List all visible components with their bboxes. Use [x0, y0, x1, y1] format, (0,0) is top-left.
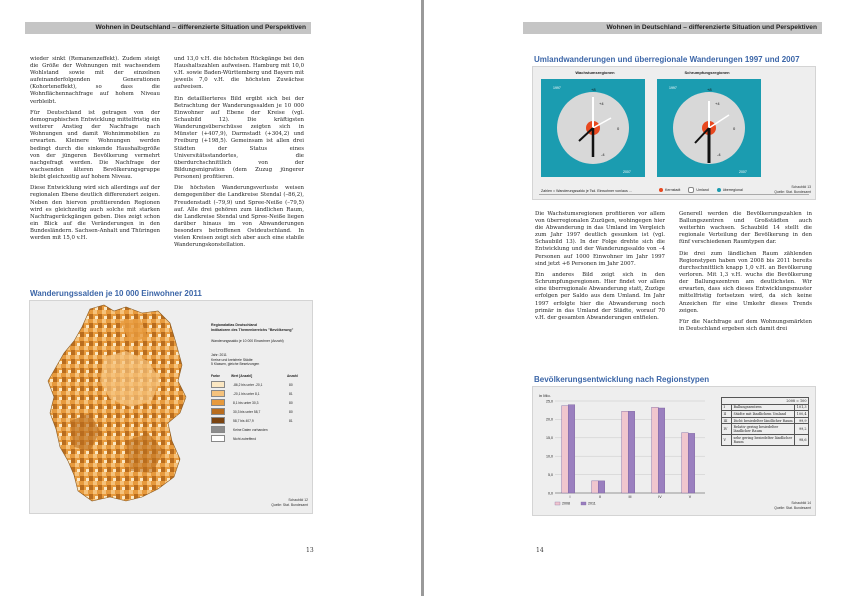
- row-label: Ballungszentren: [732, 404, 795, 411]
- paragraph: Diese Entwicklung wird sich allerdings auf der regionalen Ebene deutlich differenziert zeigen. Neben den hiervon profitierenden Regionen wird es gleichzeitig auch solche mit starken Nachfragerückgängen geben. Dies zeigt schon ein Blick auf die Veränderungen in den Bundesländern. Sachsen-Anhalt und Thüringen werden mit 15,0 v.H.: [30, 185, 160, 242]
- tick-label: 0: [733, 126, 736, 131]
- bar: [592, 481, 599, 493]
- figure-title: Wanderungssalden je 10 000 Einwohner 2011: [30, 289, 202, 298]
- row-label: Relativ gering besiedelter ländlicher Raum: [732, 424, 795, 435]
- row-label: Dicht besiedelter ländlicher Raum: [732, 417, 795, 424]
- dial-panel-shrinking: [657, 79, 761, 177]
- x-tick-label: IV: [658, 495, 662, 499]
- legend-label: 2011: [588, 501, 596, 506]
- figure-source: Schaubild 13 Quelle: Stat. Bundesamt: [774, 185, 811, 194]
- legend-swatch: [555, 502, 560, 505]
- dial-legend: [659, 187, 743, 193]
- legend-label: -86,2 bis unter -20,1: [233, 382, 263, 387]
- legend-swatch: [211, 399, 225, 406]
- legend-label: 58,7 bis 407,9: [233, 418, 254, 423]
- y-tick-label: 20,0: [546, 417, 553, 422]
- legend-row: [211, 380, 307, 389]
- y-tick-label: 0,0: [548, 491, 553, 496]
- year-label: 1997: [669, 86, 677, 90]
- y-tick-label: 15,0: [546, 436, 553, 441]
- bar: [562, 406, 569, 493]
- paragraph: Ein anderes Bild zeigt sich in den Schrumpfungsregionen. Hier findet vor allem eine überregionale Abwanderung statt, Zuzüge erfolgen per Saldo aus dem Umland. Im Jahr 1997 erfolgte hier die Abwanderung noch primär in das Umland der Städte, worauf 70 v.H. der gesamten Abwanderungen entfielen.: [535, 272, 665, 321]
- legend-heading: Regionalatlas Deutschland Indikatoren des Themenbereichs "Bevölkerung": [211, 323, 294, 332]
- legend-item: [659, 187, 680, 193]
- tick-label: +4: [599, 101, 604, 106]
- figure-title: Bevölkerungsentwicklung nach Regionstypen: [534, 375, 710, 384]
- y-tick-label: 5,0: [548, 472, 553, 477]
- legend-label: Umland: [696, 188, 709, 192]
- tick-label: -4: [601, 152, 605, 157]
- row-value: 99,9: [795, 417, 809, 424]
- paragraph: Die Wachstumsregionen profitieren vor allem von überregionalen Zuzügen, wohingegen hier die Abwanderung in das Umland im Vergleich zum Jahr 1997 deutlich gesunken ist (vgl. Schaubild 13). In der Folge drehte sich die Entwicklung und der Wanderungssaldo von –4 Personen auf 1000 Einwohner im Jahr 1997 sind jetzt +6 Personen im Jahr 2007.: [535, 211, 665, 267]
- tick-label: 0: [617, 126, 620, 131]
- legend-row: [211, 398, 307, 407]
- row-label: Städte mit ländlichem Umland: [732, 411, 795, 418]
- table-row: [722, 424, 809, 435]
- legend-swatch-overregional: [717, 188, 721, 192]
- figure-source: Schaubild 14 Quelle: Stat. Bundesamt: [774, 501, 811, 510]
- row-value: 99,2: [795, 424, 809, 435]
- right-text-column-2: [679, 211, 812, 338]
- germany-map: [30, 301, 210, 513]
- legend-label: Keine Daten vorhanden: [233, 427, 268, 432]
- legend-col-value: Wert [Anzahl]: [231, 373, 253, 378]
- legend-row: [211, 434, 307, 443]
- row-value: 101,3: [796, 405, 807, 410]
- legend-label: -20,1 bis unter 8,1: [233, 391, 260, 396]
- y-axis-label: in Mio.: [539, 393, 551, 398]
- bar: [658, 408, 665, 493]
- paragraph: Für Deutschland ist getragen von der demographischen Entwicklung mittelfristig ein weiterer Anstieg der Nachfrage nach Wohnungen und damit Wohnimmobilien zu erwarten. Kleinere Wohnungen werden bedingt durch die sinkende Haushaltsgröße von der jüngeren Bevölkerung vermehrt nachgefragt werden. Die Nachfrage der wachsenden älteren Bevölkerungsgruppe bleibt gleichzeitig auf hohem Niveau.: [30, 110, 160, 180]
- tick-label: +8: [707, 87, 712, 92]
- legend-item: [717, 187, 743, 193]
- legend-col-color: Farbe: [211, 373, 220, 378]
- legend-row: [211, 416, 307, 425]
- legend-rows: [211, 380, 307, 443]
- panel-title-left: Wachstumsregionen: [575, 70, 615, 75]
- legend-swatch: [581, 502, 586, 505]
- page-number: 13: [306, 547, 314, 554]
- row-id: II: [722, 411, 732, 418]
- row-id: V: [722, 434, 732, 445]
- paragraph: wieder sinkt (Remanenzeffekt). Zudem steigt die Größe der Wohnungen mit wachsendem Wohlstand sowie mit der einzelnen aufeinanderfolgenden Generationen (Kohorteneffekt), so dass die Wohnflächennachfrage auf hohem Niveau verbleibt.: [30, 56, 160, 105]
- bar: [568, 405, 575, 493]
- left-page: [0, 0, 421, 596]
- legend-col-count: Anzahl: [287, 373, 298, 378]
- legend-row: [211, 425, 307, 434]
- legend-label: Kernstadt: [665, 188, 681, 192]
- legend-count: 80: [289, 409, 293, 414]
- legend-label: überregional: [722, 188, 743, 192]
- table-header-cell: 2008 = 100: [722, 398, 809, 405]
- paragraph: Die höchsten Wanderungsverluste weisen demgegenüber die Landkreise Stendal (–86,2), Freudenstadt (–79,9) und Spree-Neiße (–79,5) auf. Alle drei gehören zum ländlichen Raum, die Landkreise Stendal und Spree-Neiße liegen darüber hinaus im von Abwanderungen besonders betroffenen Ostdeutschland. In vielen Kreisen zeigt sich aber auch eine stabile Wanderungskonstellation.: [174, 185, 304, 249]
- dial-panel-growth: [541, 79, 645, 177]
- bar: [682, 433, 689, 493]
- legend-row: [211, 389, 307, 398]
- paragraph: Für die Nachfrage auf dem Wohnungsmärkten in Deutschland ergeben sich damit drei: [679, 319, 812, 333]
- figure-caption: Zahlen = Wanderungssaldo je Tsd. Einwohner von/aus ...: [541, 189, 632, 193]
- map-legend: [211, 371, 307, 443]
- bar: [622, 411, 629, 493]
- table-row: [722, 417, 809, 424]
- right-text-column-1: [535, 211, 665, 326]
- bar: [652, 407, 659, 493]
- paragraph: und 13,0 v.H. die höchsten Rückgänge bei den Haushaltszahlen aufweisen. Hamburg mit 10,0 v.H. sowie Baden-Württemberg und Bayern mit jeweils 7,0 v.H. die höchsten Zuwächse aufweisen.: [174, 56, 304, 91]
- population-figure: [532, 386, 816, 516]
- legend-indicator: Wanderungssaldo je 10 000 Einwohner (Anzahl): [211, 339, 284, 343]
- table-row: [722, 411, 809, 418]
- left-text-column-2: [174, 56, 304, 254]
- tick-label: +8: [591, 87, 596, 92]
- table-row: [722, 434, 809, 445]
- figure-title: Umlandwanderungen und überregionale Wanderungen 1997 und 2007: [534, 55, 800, 64]
- tick-label: +4: [715, 101, 720, 106]
- legend-swatch-core: [659, 188, 663, 192]
- row-value: 100,4: [796, 411, 807, 416]
- legend-swatch: [211, 435, 225, 442]
- paragraph: Die drei zum ländlichen Raum zählenden Regionstypen haben von 2008 bis 2011 bereits durchschnittlich knapp 1,0 v.H. an Bevölkerung verloren. Mit 1,3 v.H. wuchs die Bevölkerung der Ballungszentren am deutlichsten. Wir erwarten, dass sich dieses Entwicklungsmuster mittelfristig fortsetzen wird, da sich keine Anzeichen für eine Umkehr dieses Trends zeigen.: [679, 250, 812, 314]
- row-id: IV: [722, 424, 732, 435]
- table-row: [722, 404, 809, 411]
- row-label: sehr gering besiedelter ländlicher Raum: [732, 434, 795, 445]
- year-label: 1997: [553, 86, 561, 90]
- page-number: 14: [536, 547, 544, 554]
- legend-label: 2008: [562, 501, 570, 506]
- legend-label: 8,1 bis unter 30,3: [233, 400, 259, 405]
- x-tick-label: III: [628, 495, 632, 499]
- tick-label: -4: [717, 152, 721, 157]
- year-label: 2007: [739, 170, 747, 174]
- legend-row: [211, 407, 307, 416]
- y-tick-label: 25,0: [546, 399, 553, 404]
- legend-count: 81: [289, 418, 293, 423]
- running-header: Wohnen in Deutschland – differenzierte Situation und Perspektiven: [523, 22, 822, 34]
- legend-header-row: [211, 371, 307, 380]
- legend-count: 80: [289, 400, 293, 405]
- legend-swatch-umland: [688, 187, 694, 193]
- legend-swatch: [211, 426, 225, 433]
- x-tick-label: I: [569, 495, 571, 499]
- row-id: I: [722, 404, 732, 411]
- bar: [688, 433, 695, 493]
- legend-swatch: [211, 417, 225, 424]
- region-type-table: [721, 397, 809, 446]
- dial-panels: [533, 77, 815, 185]
- legend-label: Nicht zutreffend: [233, 436, 257, 441]
- row-value: 98,6: [795, 434, 809, 445]
- legend-note: Kreise und kreisfreie Städte 5 Klassen, gleiche Besetzungen: [211, 358, 260, 367]
- legend-label: 30,3 bis unter 58,7: [233, 409, 261, 414]
- year-label: 2007: [623, 170, 631, 174]
- legend-count: 80: [289, 382, 293, 387]
- paragraph: Generell werden die Bevölkerungszahlen in Ballungszentren und Großstädten auch weiterhin wachsen. Schaubild 14 stellt die regionale Verteilung der Bevölkerung in den fünf verschiedenen Raumtypen dar.: [679, 211, 812, 246]
- left-text-column-1: [30, 56, 160, 247]
- figure-footer: [539, 194, 809, 195]
- right-page: [424, 0, 843, 596]
- x-tick-label: V: [688, 495, 692, 499]
- legend-swatch: [211, 408, 225, 415]
- panel-title-right: Schrumpfungsregionen: [684, 70, 730, 75]
- paragraph: Ein detaillierteres Bild ergibt sich bei der Betrachtung der Wanderungssalden je 10 000 Einwohner auf Ebene der Kreise (vgl. Schaubild 12). Die kräftigsten Wanderungsüberschüsse zeigten sich in Münster (+407,9), Darmstadt (+304,2) und Freiburg (+198,5). Gemeinsam ist allen drei Städten der Status eines Universitätsstandortes, die überdurchschnittlich von der Bildungsmigration (dem Zuzug jüngerer Personen) profitieren.: [174, 95, 304, 180]
- row-id: III: [722, 417, 732, 424]
- legend-year: Jahr: 2011: [211, 353, 227, 357]
- population-bar-chart: [533, 389, 713, 513]
- table-header-row: [722, 398, 809, 405]
- running-header: Wohnen in Deutschland – differenzierte Situation und Perspektiven: [25, 22, 311, 34]
- legend-count: 81: [289, 391, 293, 396]
- legend-item: [688, 187, 708, 193]
- migration-figure: [532, 66, 816, 200]
- y-tick-label: 10,0: [546, 454, 553, 459]
- map-figure: [29, 300, 313, 514]
- legend-swatch: [211, 390, 225, 397]
- bar: [598, 481, 605, 493]
- legend-swatch: [211, 381, 225, 388]
- map-outline: [48, 305, 186, 501]
- x-tick-label: II: [599, 495, 601, 499]
- bar: [628, 411, 635, 493]
- figure-source: Schaubild 12 Quelle: Stat. Bundesamt: [271, 498, 308, 507]
